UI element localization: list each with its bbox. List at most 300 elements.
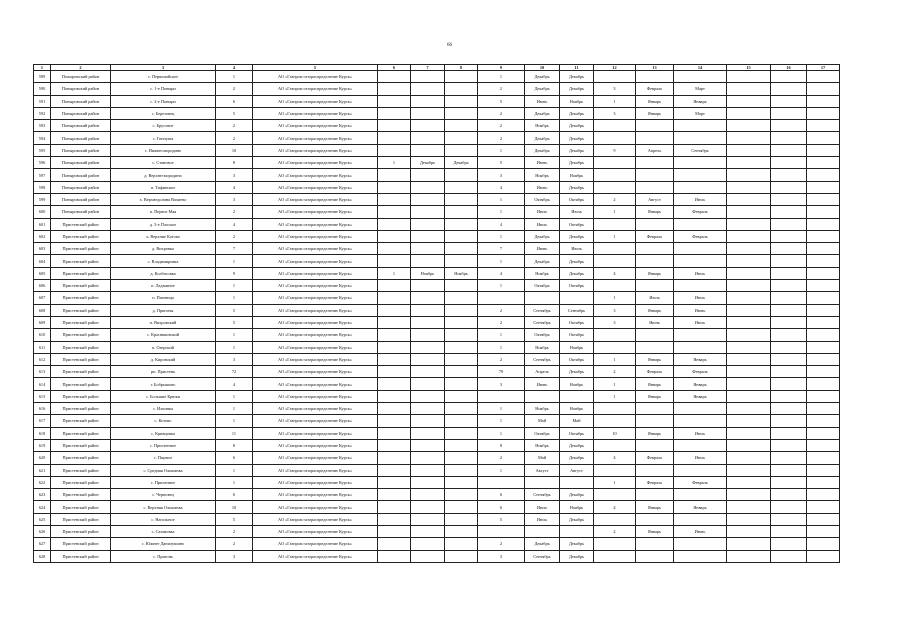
table-cell: 5: [478, 95, 525, 107]
table-cell: [807, 378, 840, 390]
table-cell: [807, 169, 840, 181]
table-cell: Пристенский район: [51, 267, 111, 279]
table-cell: Пристенский район: [51, 452, 111, 464]
table-cell: [411, 243, 445, 255]
table-cell: [771, 452, 807, 464]
table-cell: [411, 230, 445, 242]
table-cell: [378, 464, 411, 476]
table-cell: 1: [478, 255, 525, 267]
table-cell: АО «Газпром газораспределение Курск»: [253, 181, 378, 193]
table-cell: [594, 439, 636, 451]
table-cell: 8: [478, 439, 525, 451]
table-cell: 615: [34, 390, 51, 402]
table-cell: [771, 132, 807, 144]
table-cell: АО «Газпром газораспределение Курск»: [253, 243, 378, 255]
table-cell: [411, 378, 445, 390]
table-cell: [560, 476, 594, 488]
table-cell: [445, 341, 478, 353]
table-cell: 4: [216, 218, 253, 230]
column-header: 13: [636, 65, 674, 71]
table-cell: [727, 353, 771, 365]
table-cell: 8: [216, 157, 253, 169]
table-cell: [378, 329, 411, 341]
table-cell: [525, 525, 560, 537]
table-cell: 3: [216, 193, 253, 205]
table-cell: [411, 476, 445, 488]
table-cell: Пристенский район: [51, 489, 111, 501]
table-cell: АО «Газпром газораспределение Курск»: [253, 267, 378, 279]
table-cell: [771, 403, 807, 415]
table-cell: 3: [216, 550, 253, 562]
table-cell: 1: [478, 193, 525, 205]
table-cell: п. Тифинское: [111, 181, 216, 193]
table-row: [34, 218, 840, 230]
table-cell: Октябрь: [525, 280, 560, 292]
table-cell: с. Пщевое: [111, 452, 216, 464]
column-header: 12: [594, 65, 636, 71]
table-cell: Май: [525, 452, 560, 464]
table-cell: [674, 538, 727, 550]
table-cell: Июнь: [636, 316, 674, 328]
table-cell: [411, 329, 445, 341]
table-cell: Январь: [636, 501, 674, 513]
table-cell: [411, 415, 445, 427]
table-cell: [807, 525, 840, 537]
table-cell: [674, 489, 727, 501]
table-cell: [674, 218, 727, 230]
table-cell: [807, 501, 840, 513]
table-cell: 4: [478, 267, 525, 279]
table-cell: [727, 280, 771, 292]
table-cell: Июнь: [525, 181, 560, 193]
table-cell: [636, 513, 674, 525]
table-cell: [445, 415, 478, 427]
table-cell: Пристенский район: [51, 255, 111, 267]
table-cell: 4: [478, 181, 525, 193]
table-cell: АО «Газпром газораспределение Курск»: [253, 292, 378, 304]
table-cell: [727, 316, 771, 328]
table-cell: 5: [216, 304, 253, 316]
table-cell: Март: [674, 83, 727, 95]
table-cell: Октябрь: [560, 316, 594, 328]
table-cell: 2: [478, 132, 525, 144]
table-cell: [445, 181, 478, 193]
table-cell: с. 1-е Поныри: [111, 83, 216, 95]
table-cell: [411, 181, 445, 193]
table-cell: [807, 230, 840, 242]
table-cell: 2: [216, 230, 253, 242]
table-cell: [378, 132, 411, 144]
table-cell: АО «Газпром газораспределение Курск»: [253, 452, 378, 464]
table-cell: с. Красниковский: [111, 329, 216, 341]
table-cell: [674, 329, 727, 341]
table-cell: [771, 427, 807, 439]
table-cell: [771, 206, 807, 218]
table-cell: Поныровский район: [51, 157, 111, 169]
table-cell: Декабрь: [525, 230, 560, 242]
table-cell: [378, 452, 411, 464]
table-cell: [636, 243, 674, 255]
table-cell: 1: [378, 157, 411, 169]
table-cell: Июль: [560, 243, 594, 255]
table-cell: [727, 341, 771, 353]
table-cell: Декабрь: [525, 71, 560, 83]
table-row: [34, 403, 840, 415]
table-cell: [445, 71, 478, 83]
table-cell: [594, 255, 636, 267]
table-cell: АО «Газпром газораспределение Курск»: [253, 390, 378, 402]
table-cell: [807, 95, 840, 107]
table-cell: [674, 550, 727, 562]
table-cell: Июль: [560, 206, 594, 218]
table-cell: 10: [216, 501, 253, 513]
table-cell: [411, 513, 445, 525]
table-cell: [378, 193, 411, 205]
table-cell: с. Пригонь: [111, 550, 216, 562]
table-cell: Пристенский район: [51, 550, 111, 562]
column-header: 14: [674, 65, 727, 71]
table-cell: д. Вихровка: [111, 243, 216, 255]
table-cell: Декабрь: [560, 489, 594, 501]
table-cell: с. Березовец: [111, 107, 216, 119]
table-cell: Пристенский район: [51, 230, 111, 242]
table-cell: Декабрь: [525, 255, 560, 267]
table-row: [34, 427, 840, 439]
table-row: [34, 329, 840, 341]
table-cell: Июль: [525, 206, 560, 218]
table-cell: Декабрь: [525, 538, 560, 550]
table-cell: Февраль: [674, 230, 727, 242]
table-cell: [378, 169, 411, 181]
table-cell: [727, 452, 771, 464]
table-cell: [727, 181, 771, 193]
table-cell: [594, 464, 636, 476]
table-cell: [411, 316, 445, 328]
table-cell: с. Брусовое: [111, 120, 216, 132]
table-cell: [445, 218, 478, 230]
table-cell: [378, 120, 411, 132]
column-header: 11: [560, 65, 594, 71]
table-cell: АО «Газпром газораспределение Курск»: [253, 403, 378, 415]
table-cell: Ноябрь: [525, 439, 560, 451]
table-cell: Октябрь: [560, 193, 594, 205]
table-cell: Декабрь: [560, 181, 594, 193]
table-cell: [771, 415, 807, 427]
table-cell: [378, 206, 411, 218]
table-cell: [411, 452, 445, 464]
table-cell: 2: [216, 120, 253, 132]
table-cell: [378, 550, 411, 562]
table-row: [34, 304, 840, 316]
table-cell: 599: [34, 193, 51, 205]
table-row: [34, 353, 840, 365]
table-cell: Декабрь: [560, 120, 594, 132]
table-cell: [771, 341, 807, 353]
table-cell: с. Владимировка: [111, 255, 216, 267]
table-cell: 5: [478, 513, 525, 525]
table-cell: с. Становое: [111, 157, 216, 169]
table-cell: [378, 255, 411, 267]
table-cell: Февраль: [674, 206, 727, 218]
table-cell: Пристенский район: [51, 538, 111, 550]
table-cell: Декабрь: [560, 513, 594, 525]
table-row: [34, 390, 840, 402]
table-cell: [445, 255, 478, 267]
table-cell: Пристенский район: [51, 513, 111, 525]
table-cell: п. Ладыжное: [111, 280, 216, 292]
table-cell: [727, 120, 771, 132]
table-cell: с. Черновец: [111, 489, 216, 501]
table-cell: [378, 316, 411, 328]
page-number: 66: [447, 43, 452, 48]
table-cell: [445, 193, 478, 205]
table-cell: [411, 501, 445, 513]
table-cell: АО «Газпром газораспределение Курск»: [253, 378, 378, 390]
table-row: [34, 193, 840, 205]
data-table: [33, 64, 840, 563]
table-cell: [771, 280, 807, 292]
table-cell: п. Вихровский: [111, 316, 216, 328]
table-cell: [727, 378, 771, 390]
column-header: 16: [771, 65, 807, 71]
table-cell: 7: [478, 243, 525, 255]
table-cell: 1: [594, 390, 636, 402]
table-cell: [411, 439, 445, 451]
table-cell: 6: [216, 452, 253, 464]
table-cell: 607: [34, 292, 51, 304]
table-cell: 3: [216, 169, 253, 181]
column-header: 3: [111, 65, 216, 71]
table-cell: 8: [216, 439, 253, 451]
table-cell: [378, 476, 411, 488]
table-cell: Пристенский район: [51, 292, 111, 304]
table-cell: АО «Газпром газораспределение Курск»: [253, 489, 378, 501]
table-cell: г. Бобрышово: [111, 378, 216, 390]
table-cell: Ноябрь: [525, 120, 560, 132]
table-cell: 2: [216, 525, 253, 537]
table-cell: Июль: [674, 193, 727, 205]
table-cell: [411, 206, 445, 218]
table-cell: [674, 255, 727, 267]
table-cell: [727, 513, 771, 525]
table-cell: Декабрь: [445, 157, 478, 169]
table-cell: [727, 464, 771, 476]
table-cell: [411, 193, 445, 205]
table-cell: [378, 83, 411, 95]
table-cell: [445, 464, 478, 476]
table-cell: [445, 353, 478, 365]
table-row: [34, 439, 840, 451]
table-cell: [378, 341, 411, 353]
table-cell: 10: [216, 144, 253, 156]
table-cell: [636, 120, 674, 132]
table-cell: АО «Газпром газораспределение Курск»: [253, 550, 378, 562]
table-cell: [378, 95, 411, 107]
table-cell: [411, 550, 445, 562]
table-cell: [674, 120, 727, 132]
table-cell: [594, 157, 636, 169]
table-cell: Ноябрь: [525, 341, 560, 353]
table-cell: [445, 132, 478, 144]
table-cell: Ноябрь: [560, 378, 594, 390]
table-cell: Январь: [674, 95, 727, 107]
table-cell: Апрель: [636, 144, 674, 156]
table-cell: Январь: [636, 353, 674, 365]
table-cell: Декабрь: [560, 550, 594, 562]
table-cell: Поныровский район: [51, 144, 111, 156]
table-cell: [771, 550, 807, 562]
table-cell: [560, 292, 594, 304]
table-cell: 593: [34, 120, 51, 132]
table-cell: Ноябрь: [445, 267, 478, 279]
table-cell: Поныровский район: [51, 169, 111, 181]
table-cell: Ноябрь: [560, 169, 594, 181]
table-cell: [727, 83, 771, 95]
table-cell: Декабрь: [560, 452, 594, 464]
table-cell: Октябрь: [560, 353, 594, 365]
table-cell: Ноябрь: [525, 403, 560, 415]
table-cell: [727, 206, 771, 218]
table-cell: 3: [478, 378, 525, 390]
table-cell: Декабрь: [560, 439, 594, 451]
table-cell: 625: [34, 513, 51, 525]
table-cell: д. Пригоны: [111, 304, 216, 316]
table-cell: Пристенский район: [51, 390, 111, 402]
table-cell: [594, 218, 636, 230]
table-cell: [445, 538, 478, 550]
table-cell: Май: [525, 415, 560, 427]
table-cell: 1: [594, 95, 636, 107]
table-cell: Апрель: [525, 366, 560, 378]
table-cell: Январь: [636, 206, 674, 218]
table-cell: [636, 403, 674, 415]
table-cell: с. Сазановка: [111, 525, 216, 537]
table-cell: 4: [216, 378, 253, 390]
table-cell: [378, 513, 411, 525]
table-cell: [807, 353, 840, 365]
table-cell: [727, 292, 771, 304]
table-cell: [771, 316, 807, 328]
table-cell: [807, 255, 840, 267]
table-cell: Июнь: [525, 157, 560, 169]
table-cell: Пристенский район: [51, 427, 111, 439]
table-cell: 602: [34, 230, 51, 242]
table-cell: [378, 292, 411, 304]
table-cell: 5: [216, 107, 253, 119]
table-cell: 1: [594, 378, 636, 390]
table-cell: [411, 107, 445, 119]
column-header: 8: [445, 65, 478, 71]
table-cell: [771, 144, 807, 156]
table-cell: 1: [594, 206, 636, 218]
table-cell: Сентябрь: [560, 304, 594, 316]
table-cell: 3: [594, 83, 636, 95]
table-cell: Пристенский район: [51, 304, 111, 316]
table-cell: [771, 107, 807, 119]
table-cell: 614: [34, 378, 51, 390]
table-cell: [445, 452, 478, 464]
table-cell: [411, 95, 445, 107]
table-cell: Октябрь: [560, 218, 594, 230]
table-cell: Июль: [674, 427, 727, 439]
table-cell: [771, 538, 807, 550]
table-cell: 1: [216, 415, 253, 427]
table-cell: [771, 169, 807, 181]
table-cell: [636, 169, 674, 181]
table-cell: 4: [594, 267, 636, 279]
table-cell: [594, 489, 636, 501]
table-cell: 3: [478, 169, 525, 181]
table-cell: 2: [216, 538, 253, 550]
table-cell: 592: [34, 107, 51, 119]
table-cell: [478, 525, 525, 537]
table-cell: [525, 476, 560, 488]
table-cell: [727, 157, 771, 169]
table-cell: [411, 280, 445, 292]
table-cell: Июнь: [525, 378, 560, 390]
table-cell: 1: [478, 71, 525, 83]
table-cell: 1: [478, 329, 525, 341]
table-row: [34, 132, 840, 144]
table-cell: Октябрь: [525, 329, 560, 341]
table-cell: [411, 120, 445, 132]
table-cell: Январь: [636, 525, 674, 537]
table-cell: 2: [478, 538, 525, 550]
table-cell: 9: [594, 144, 636, 156]
table-cell: 626: [34, 525, 51, 537]
table-cell: [727, 427, 771, 439]
table-cell: д. 3-е Плоское: [111, 218, 216, 230]
table-cell: [378, 230, 411, 242]
table-cell: Июль: [636, 292, 674, 304]
table-cell: 2: [478, 316, 525, 328]
table-cell: [771, 71, 807, 83]
table-cell: [674, 403, 727, 415]
table-cell: [807, 464, 840, 476]
table-cell: [594, 550, 636, 562]
table-cell: 1: [216, 255, 253, 267]
table-cell: Пристенский район: [51, 415, 111, 427]
table-cell: 2: [216, 206, 253, 218]
table-cell: 1: [478, 341, 525, 353]
table-cell: АО «Газпром газораспределение Курск»: [253, 538, 378, 550]
table-cell: 1: [478, 464, 525, 476]
table-cell: [771, 366, 807, 378]
table-cell: [807, 366, 840, 378]
table-cell: 590: [34, 83, 51, 95]
table-cell: Пристенский район: [51, 280, 111, 292]
table-cell: 618: [34, 427, 51, 439]
table-cell: Декабрь: [560, 230, 594, 242]
table-cell: [594, 169, 636, 181]
table-cell: Поныровский район: [51, 95, 111, 107]
table-cell: 4: [216, 181, 253, 193]
table-cell: [727, 95, 771, 107]
table-cell: [771, 378, 807, 390]
table-cell: [636, 132, 674, 144]
table-cell: 613: [34, 366, 51, 378]
table-cell: [807, 403, 840, 415]
table-cell: [636, 280, 674, 292]
table-cell: [594, 341, 636, 353]
table-cell: Поныровский район: [51, 120, 111, 132]
table-cell: Сентябрь: [525, 489, 560, 501]
table-cell: Июнь: [674, 304, 727, 316]
table-cell: Ноябрь: [525, 267, 560, 279]
table-row: [34, 107, 840, 119]
table-cell: [378, 525, 411, 537]
column-header: 2: [51, 65, 111, 71]
